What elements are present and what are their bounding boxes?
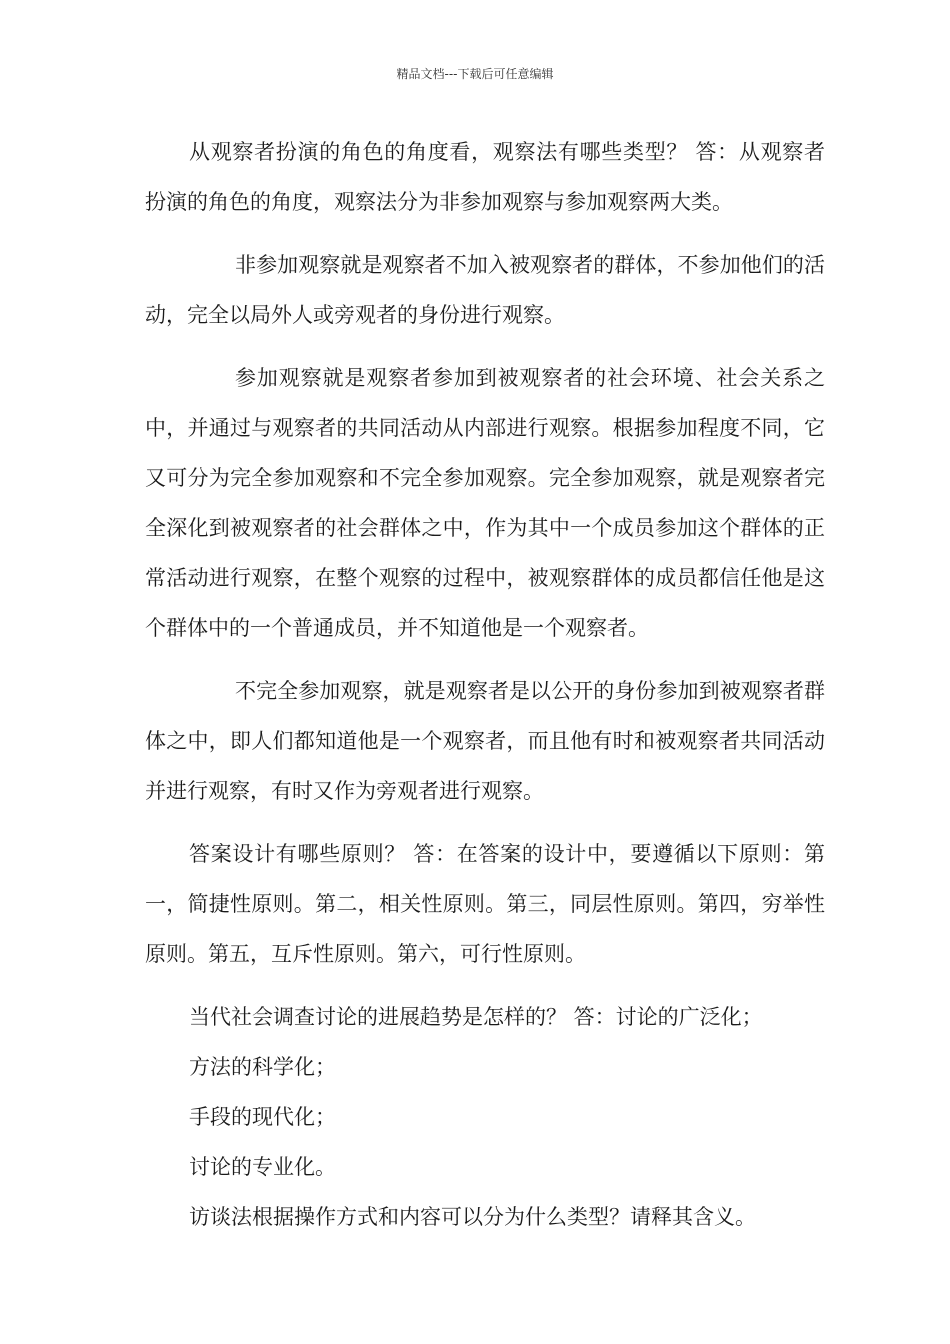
paragraph-participant-observation: 参加观察就是观察者参加到被观察者的社会环境、社会关系之中，并通过与观察者的共同活动从内部进行观察。根据参加程度不同，它又可分为完全参加观察和不完全参加观察。完全参加观察，就是观察者完全深化到被观察者的社会群体之中，作为其中一个成员参加这个群体的正常活动进行观察，在整个观察的过程中，被观察群体的成员都信任他是这个群体中的一个普通成员，并不知道他是一个观察者。 (145, 366, 825, 640)
document-body (145, 127, 825, 1242)
paragraph-answer-design-principles: 答案设计有哪些原则？ 答：在答案的设计中，要遵循以下原则：第一，简捷性原则。第二，相关性原则。第三，同层性原则。第四，穷举性原则。第五，互斥性原则。第六，可行性原则。 (145, 842, 825, 966)
paragraph-interview-types-question: 访谈法根据操作方式和内容可以分为什么类型？请释其含义。 (189, 1205, 756, 1229)
paragraph-partial-participant-observation: 不完全参加观察，就是观察者是以公开的身份参加到被观察者群体之中，即人们都知道他是一个观察者，而且他有时和被观察者共同活动并进行观察，有时又作为旁观者进行观察。 (145, 679, 825, 803)
paragraph-trend-modern-means: 手段的现代化； (189, 1105, 336, 1129)
paragraph-observation-types-question: 从观察者扮演的角色的角度看，观察法有哪些类型？ 答：从观察者扮演的角色的角度，观察法分为非参加观察与参加观察两大类。 (145, 140, 825, 214)
paragraph-trend-specialization: 讨论的专业化。 (189, 1155, 336, 1179)
page-header: 精品文档---下载后可任意编辑 (396, 67, 554, 81)
paragraph-research-trends-question: 当代社会调查讨论的进展趋势是怎样的？ 答：讨论的广泛化； (189, 1005, 763, 1029)
paragraph-non-participant-observation: 非参加观察就是观察者不加入被观察者的群体，不参加他们的活动，完全以局外人或旁观者的身份进行观察。 (145, 253, 825, 327)
paragraph-trend-scientific-method: 方法的科学化； (189, 1055, 336, 1079)
